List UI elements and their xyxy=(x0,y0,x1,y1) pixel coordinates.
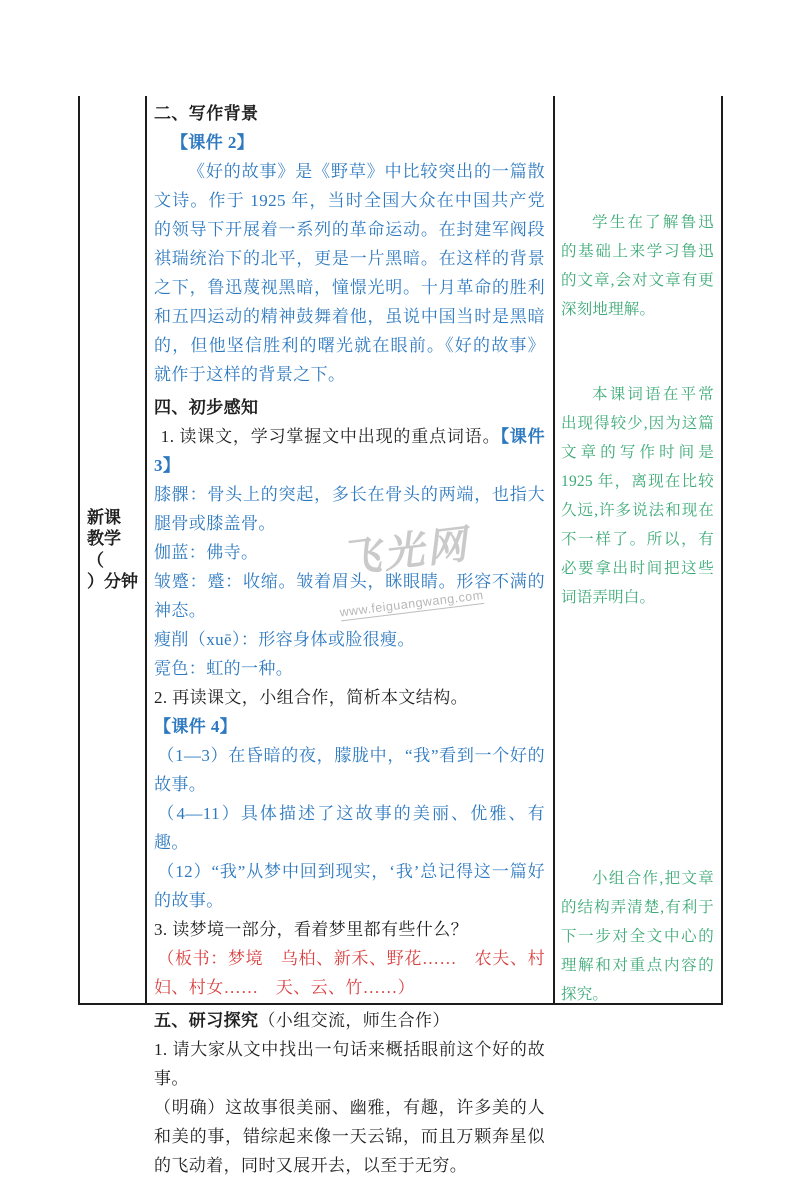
stage-label-cell xyxy=(80,96,147,1003)
text-run: （明确）这故事很美丽、幽雅，有趣，许多美的人和美的事，错综起来像一天云锦，而且万颗奔星似的飞动着，同时又展开去，以至于无穷。 xyxy=(154,1098,545,1175)
teacher-note: 本课词语在平常出现得较少,因为这篇文章的写作时间是 1925 年，离现在比较久远,许多说法和现在不一样了。所以，有必要拿出时间把这些词语弄明白。 xyxy=(561,386,714,606)
lesson-plan-table xyxy=(78,96,723,1175)
lesson-paragraph xyxy=(154,712,545,741)
text-run: （板书：梦境 乌柏、新禾、野花…… 农夫、村妇、村女…… 天、云、竹……） xyxy=(154,949,545,997)
lesson-content-cell xyxy=(147,96,555,1175)
text-run: 【课件 3】 xyxy=(154,427,546,475)
text-run: 1. 请大家从文中找出一句话来概括眼前这个好的故事。 xyxy=(154,1040,545,1088)
teacher-note: 学生在了解鲁迅的基础上来学习鲁迅的文章,会对文章有更深刻地理解。 xyxy=(561,214,714,318)
lesson-paragraph xyxy=(154,915,545,944)
text-run: 皱蹙：蹙：收缩。皱着眉头，眯眼睛。形容不满的神态。 xyxy=(154,572,545,620)
text-run: 瘦削（xuē）：形容身体或脸很瘦。 xyxy=(154,630,415,649)
text-run: （小组交流，师生合作） xyxy=(258,1011,450,1030)
text-run: 【课件 4】 xyxy=(154,717,238,736)
text-run: 【课件 2】 xyxy=(171,133,255,152)
text-run: 2. 再读课文，小组合作，简析本文结构。 xyxy=(154,688,468,707)
text-run: 1. 读课文，学习掌握文中出现的重点词语。 xyxy=(160,427,501,446)
teacher-note: 小组合作,把文章的结构弄清楚,有利于下一步对全文中心的理解和对重点内容的探究。 xyxy=(561,870,714,1003)
stage-label-line: 新课 xyxy=(87,507,121,527)
text-run: 四、初步感知 xyxy=(154,398,259,417)
lesson-paragraph xyxy=(154,654,545,683)
stage-label-line: （ xyxy=(87,550,104,570)
lesson-paragraph xyxy=(154,1035,545,1093)
lesson-paragraph xyxy=(154,857,545,915)
text-run: （1—3）在昏暗的夜，朦胧中，“我”看到一个好的故事。 xyxy=(154,746,545,794)
lesson-paragraph xyxy=(154,944,545,1002)
lesson-paragraph xyxy=(154,157,545,389)
lesson-paragraph xyxy=(154,683,545,712)
text-run: 二、写作背景 xyxy=(154,104,259,123)
text-run: 3. 读梦境一部分，看着梦里都有些什么？ xyxy=(154,920,468,939)
watermark-url: www.feiguangwang.com xyxy=(338,587,485,620)
lesson-paragraph xyxy=(154,1093,545,1180)
stage-label-line: 教学 xyxy=(87,529,121,548)
lesson-paragraph xyxy=(154,625,545,654)
lesson-paragraph xyxy=(154,480,545,538)
lesson-paragraph xyxy=(154,741,545,799)
lesson-paragraph xyxy=(154,567,545,625)
stage-label-line: ）分钟 xyxy=(87,572,138,591)
text-run: （12）“我”从梦中回到现实，‘我’总记得这一篇好的故事。 xyxy=(154,862,545,910)
text-run: 膝髁：骨头上的突起，多长在骨头的两端，也指大腿骨或膝盖骨。 xyxy=(154,485,545,533)
lesson-paragraph xyxy=(154,1006,545,1035)
teacher-notes-cell xyxy=(555,96,721,1003)
text-run: 《好的故事》是《野草》中比较突出的一篇散文诗。作于 1925 年，当时全国大众在中国共产党的领导下开展着一系列的革命运动。在封建军阀段祺瑞统治下的北平，更是一片黑暗。在这样的背景之下，鲁迅蔑视黑暗，憧憬光明。十月革命的胜利和五四运动的精神鼓舞着他，虽说中国当时是黑暗的，但他坚信胜利的曙光就在眼前。《好的故事》就作于这样的背景之下。 xyxy=(154,162,545,384)
lesson-paragraph xyxy=(154,393,545,422)
text-run: 伽蓝：佛寺。 xyxy=(154,543,259,562)
text-run: （4—11）具体描述了这故事的美丽、优雅、有趣。 xyxy=(154,804,545,852)
lesson-paragraph xyxy=(154,799,545,857)
lesson-paragraph xyxy=(154,538,545,567)
lesson-paragraph xyxy=(154,422,545,480)
watermark-logo: 飞光网 xyxy=(338,522,472,582)
text-run: 五、研习探究 xyxy=(154,1011,259,1030)
lesson-paragraph xyxy=(154,128,545,157)
text-run: 霓色：虹的一种。 xyxy=(154,659,294,678)
lesson-paragraph xyxy=(154,99,545,128)
stage-label xyxy=(87,507,138,593)
